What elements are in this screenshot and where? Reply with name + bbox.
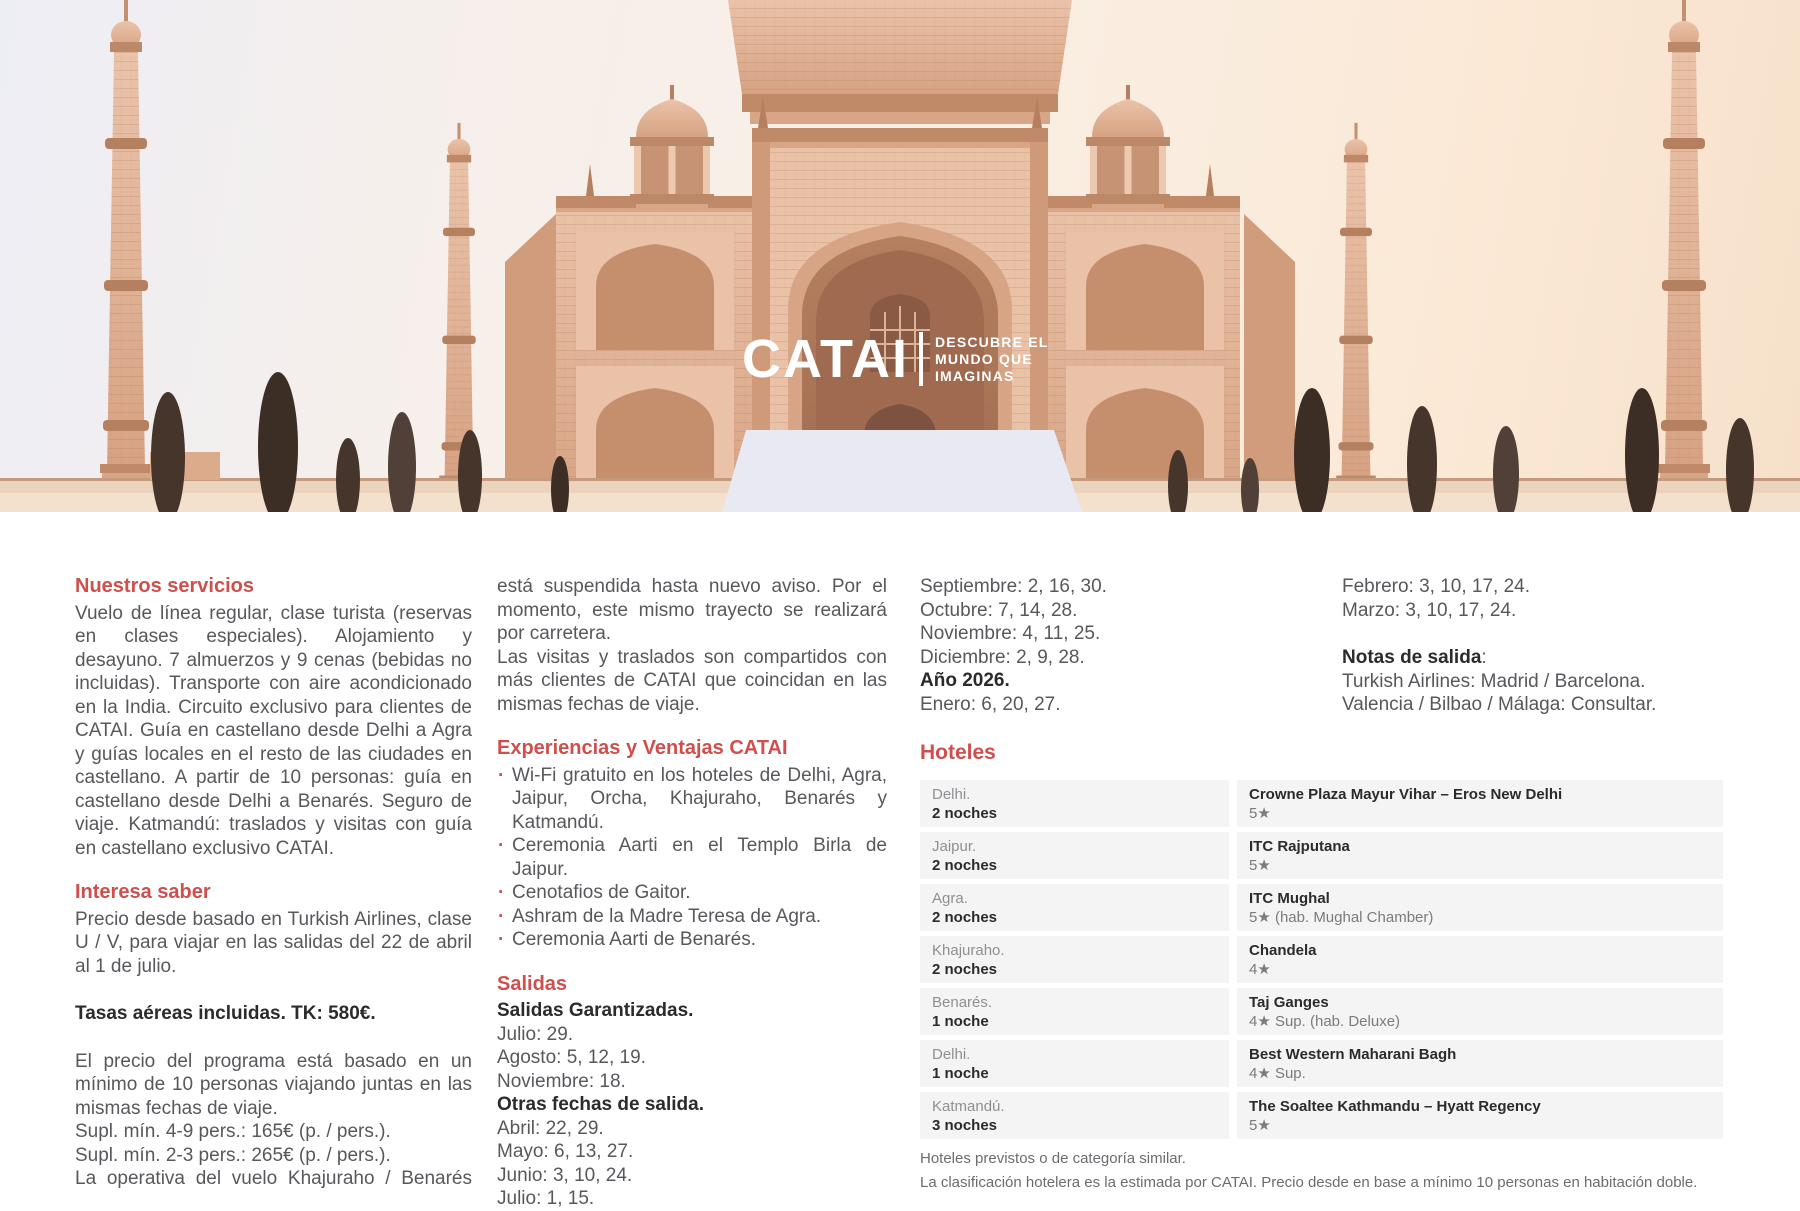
otras-fechas-label: Otras fechas de salida. bbox=[497, 1094, 704, 1115]
services-heading: Nuestros servicios bbox=[75, 575, 254, 597]
hotel-nights: 1 noche bbox=[932, 1065, 989, 1082]
hotel-row bbox=[920, 832, 1723, 879]
walkway-shape bbox=[722, 430, 1082, 512]
salida-date: Enero: 6, 20, 27. bbox=[920, 693, 1061, 715]
hotel-row bbox=[920, 936, 1723, 983]
hotel-name: Chandela bbox=[1249, 942, 1317, 959]
salida-date: Febrero: 3, 10, 17, 24. bbox=[1342, 576, 1531, 597]
hotel-category: 4★ Sup. bbox=[1249, 1065, 1306, 1082]
hotel-name: ITC Rajputana bbox=[1249, 838, 1350, 855]
hotel-name: Crowne Plaza Mayur Vihar – Eros New Delhi bbox=[1249, 786, 1563, 803]
hotel-nights: 2 noches bbox=[932, 857, 998, 874]
hotel-city: Katmandú. bbox=[932, 1098, 1005, 1115]
hotel-row bbox=[920, 1040, 1723, 1087]
hotel-row bbox=[920, 780, 1723, 827]
logo-divider bbox=[919, 332, 923, 386]
experiencia-item: · Ceremonia Aarti de Benarés. bbox=[497, 928, 887, 952]
salida-date: Octubre: 7, 14, 28. bbox=[920, 599, 1078, 621]
year-2026-label: Año 2026. bbox=[920, 670, 1010, 691]
column-dates-autumn bbox=[920, 575, 1230, 716]
hotel-category: 5★ bbox=[1249, 857, 1271, 874]
notas-heading-line bbox=[1342, 646, 1672, 670]
continuation-para: Las visitas y traslados son compartidos con más clientes de CATAI que coincidan en las mismas fechas de viaje. bbox=[497, 646, 887, 715]
hotel-name: The Soaltee Kathmandu – Hyatt Regency bbox=[1249, 1098, 1541, 1115]
hotel-nights: 3 noches bbox=[932, 1117, 998, 1134]
hotel-city: Benarés. bbox=[932, 994, 993, 1011]
hotel-name: Taj Ganges bbox=[1249, 994, 1329, 1011]
hotel-nights: 2 noches bbox=[932, 909, 998, 926]
notas-line: Valencia / Bilbao / Málaga: Consultar. bbox=[1342, 694, 1657, 715]
hotel-city: Delhi. bbox=[932, 786, 971, 803]
column-experiencias-salidas bbox=[497, 575, 887, 1211]
hotels-footnote: La clasificación hotelera es la estimada por CATAI. Precio desde en base a mínimo 10 personas en habitación doble. bbox=[920, 1174, 1698, 1191]
hero-section bbox=[0, 0, 1800, 512]
experiencia-item: · Ceremonia Aarti en el Templo Birla de Jaipur. bbox=[497, 834, 887, 881]
hotel-name: Best Western Maharani Bagh bbox=[1249, 1046, 1457, 1063]
experiencias-heading: Experiencias y Ventajas CATAI bbox=[497, 737, 788, 759]
services-body: Vuelo de línea regular, clase turista (reservas en clases especiales). Alojamiento y desayuno. 7 almuerzos y 9 cenas (bebidas no incluidas). Transporte con aire acondicionado en la India. Circuito exclusivo para clientes de CATAI. Guía en castellano desde Delhi a Agra y guías locales en el resto de las ciudades en castellano. A partir de 10 personas: guía en castellano desde Delhi a Benarés. Seguro de viaje. Katmandú: traslados y visitas con guía en castellano exclusivo CATAI. bbox=[75, 602, 472, 859]
logo-wordmark: CATAI bbox=[742, 329, 909, 389]
notas-colon: : bbox=[1481, 647, 1487, 668]
continuation-para: está suspendida hasta nuevo aviso. Por el momento, este mismo trayecto se realizará por carretera. bbox=[497, 576, 887, 644]
supl-line: Supl. mín. 4-9 pers.: 165€ (p. / pers.). bbox=[75, 1121, 391, 1142]
salida-date: Julio: 1, 15. bbox=[497, 1188, 595, 1209]
hotel-category: 5★ bbox=[1249, 1117, 1271, 1134]
hotel-category: 4★ bbox=[1249, 961, 1271, 978]
hotel-category: 5★ (hab. Mughal Chamber) bbox=[1249, 909, 1434, 926]
salida-date: Noviembre: 4, 11, 25. bbox=[920, 623, 1101, 644]
logo-tagline bbox=[935, 334, 1049, 385]
hotel-city: Khajuraho. bbox=[932, 942, 1005, 959]
hoteles-section bbox=[920, 741, 1723, 1191]
hotel-nights: 2 noches bbox=[932, 961, 998, 978]
salida-date: Abril: 22, 29. bbox=[497, 1117, 604, 1139]
logo-tagline-line: IMAGINAS bbox=[934, 367, 1015, 384]
salida-date: Marzo: 3, 10, 17, 24. bbox=[1342, 599, 1517, 621]
hotel-nights: 2 noches bbox=[932, 805, 998, 822]
salidas-heading: Salidas bbox=[497, 972, 568, 995]
taj-mahal-illustration bbox=[0, 0, 1800, 512]
hotel-row bbox=[920, 884, 1723, 931]
logo-tagline-line: MUNDO QUE bbox=[934, 350, 1033, 367]
experiencias-list bbox=[497, 764, 887, 952]
experiencia-item: · Wi-Fi gratuito en los hoteles de Delhi, Agra, Jaipur, Orcha, Khajuraho, Benarés y Katmandú. bbox=[497, 764, 887, 835]
hotel-category: 4★ Sup. (hab. Deluxe) bbox=[1249, 1013, 1401, 1030]
hoteles-heading: Hoteles bbox=[920, 741, 996, 764]
interesa-intro: Precio desde basado en Turkish Airlines, clase U / V, para viajar en las salidas del 22 de abril al 1 de julio. bbox=[75, 908, 472, 977]
logo-tagline-line: DESCUBRE EL bbox=[934, 333, 1049, 350]
salida-date: Agosto: 5, 12, 19. bbox=[497, 1047, 646, 1068]
experiencia-item: · Ashram de la Madre Teresa de Agra. bbox=[497, 905, 887, 929]
hotel-nights: 1 noche bbox=[932, 1013, 989, 1030]
salida-date: Septiembre: 2, 16, 30. bbox=[920, 576, 1107, 597]
interesa-heading: Interesa saber bbox=[75, 881, 211, 903]
salidas-garantizadas-label: Salidas Garantizadas. bbox=[497, 1000, 694, 1021]
supl-line: Supl. mín. 2-3 pers.: 265€ (p. / pers.). bbox=[75, 1144, 391, 1166]
tasas-line: Tasas aéreas incluidas. TK: 580€. bbox=[75, 1003, 376, 1024]
notas-heading: Notas de salida bbox=[1342, 647, 1482, 668]
hotel-name: ITC Mughal bbox=[1249, 890, 1330, 907]
hotels-footnote: Hoteles previstos o de categoría similar. bbox=[920, 1150, 1186, 1167]
column-dates-notas bbox=[1342, 575, 1672, 717]
hotel-city: Delhi. bbox=[932, 1046, 971, 1063]
hotel-row bbox=[920, 988, 1723, 1035]
hotel-category: 5★ bbox=[1249, 805, 1271, 822]
salida-date: Junio: 3, 10, 24. bbox=[497, 1164, 633, 1186]
hotel-city: Agra. bbox=[932, 890, 968, 907]
salida-date: Noviembre: 18. bbox=[497, 1070, 626, 1092]
hotel-row bbox=[920, 1092, 1723, 1139]
operativa-line: La operativa del vuelo Khajuraho / Benarés bbox=[75, 1168, 472, 1189]
hotel-city: Jaipur. bbox=[932, 838, 977, 855]
column-services bbox=[75, 575, 472, 1191]
catai-logo bbox=[742, 331, 1049, 387]
minimo-text: El precio del programa está basado en un mínimo de 10 personas viajando juntas en las mismas fechas de viaje. bbox=[75, 1050, 472, 1119]
salida-date: Diciembre: 2, 9, 28. bbox=[920, 646, 1085, 668]
notas-line: Turkish Airlines: Madrid / Barcelona. bbox=[1342, 670, 1646, 692]
salida-date: Julio: 29. bbox=[497, 1023, 574, 1045]
experiencia-item: · Cenotafios de Gaitor. bbox=[497, 881, 887, 905]
salida-date: Mayo: 6, 13, 27. bbox=[497, 1141, 634, 1162]
